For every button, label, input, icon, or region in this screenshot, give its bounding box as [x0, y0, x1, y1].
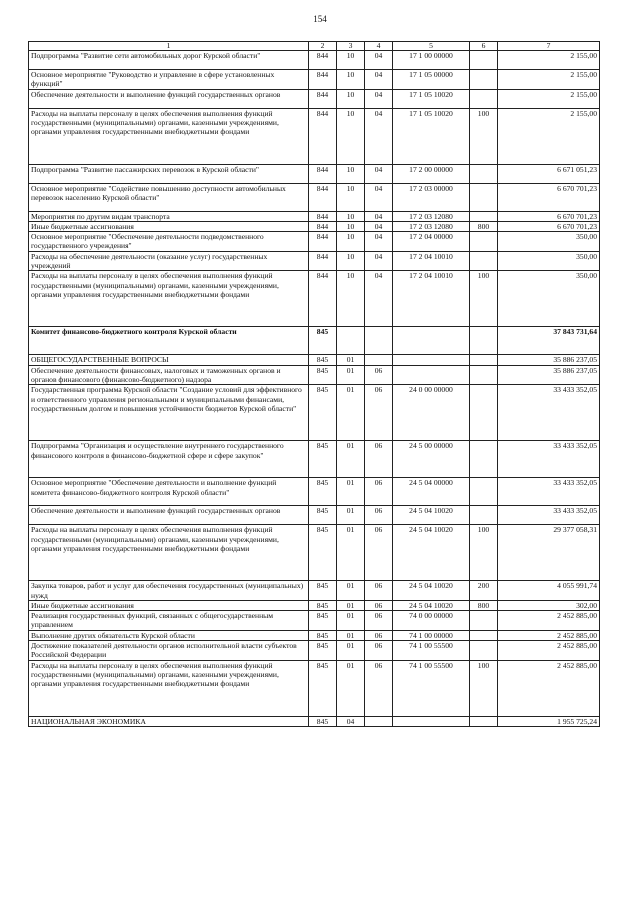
table-row — [29, 385, 600, 441]
row-vr-cell — [470, 385, 498, 441]
row-name-cell: Обеспечение деятельности и выполнение функций государственных органов — [29, 506, 309, 525]
row-rz-cell: 10 — [337, 251, 365, 271]
row-name-cell: Расходы на выплаты персоналу в целях обеспечения выполнения функций государственными (муниципальными) органами, казенными учреждениями, органами управления государственными внебюджетными фондами — [29, 525, 309, 581]
row-sum-cell: 2 155,00 — [498, 51, 600, 70]
row-name-cell: Основное мероприятие "Содействие повышению доступности автомобильных перевозок населению Курской области" — [29, 183, 309, 211]
table-row — [29, 327, 600, 355]
row-csr-cell: 17 1 05 10020 — [393, 108, 470, 164]
row-ved-cell: 844 — [309, 221, 337, 231]
row-pr-cell: 06 — [365, 525, 393, 581]
row-sum-cell: 350,00 — [498, 232, 600, 252]
row-sum-cell: 350,00 — [498, 251, 600, 271]
row-sum-cell: 2 452 885,00 — [498, 660, 600, 716]
row-rz-cell: 01 — [337, 441, 365, 478]
page-number: 154 — [313, 14, 327, 24]
row-ved-cell: 845 — [309, 478, 337, 506]
row-csr-cell: 17 2 04 00000 — [393, 232, 470, 252]
row-name-cell: Основное мероприятие "Руководство и управление в сфере установленных функций" — [29, 70, 309, 90]
table-row — [29, 600, 600, 610]
row-vr-cell: 100 — [470, 525, 498, 581]
row-ved-cell: 844 — [309, 211, 337, 221]
row-csr-cell: 74 1 00 55500 — [393, 641, 470, 661]
row-vr-cell — [470, 716, 498, 726]
table-row — [29, 506, 600, 525]
row-rz-cell: 10 — [337, 183, 365, 211]
table-row — [29, 355, 600, 365]
row-pr-cell: 06 — [365, 581, 393, 601]
table-row — [29, 478, 600, 506]
row-name-cell: Основное мероприятие "Обеспечение деятельности подведомственного государственного учреждения" — [29, 232, 309, 252]
row-ved-cell: 844 — [309, 164, 337, 183]
table-row — [29, 211, 600, 221]
row-pr-cell: 06 — [365, 441, 393, 478]
row-csr-cell: 24 5 04 10020 — [393, 600, 470, 610]
row-ved-cell: 845 — [309, 716, 337, 726]
row-sum-cell: 2 452 885,00 — [498, 641, 600, 661]
table-row — [29, 70, 600, 90]
row-rz-cell: 01 — [337, 630, 365, 640]
row-vr-cell — [470, 365, 498, 385]
row-rz-cell: 01 — [337, 581, 365, 601]
row-vr-cell — [470, 232, 498, 252]
row-sum-cell: 29 377 058,31 — [498, 525, 600, 581]
row-name-cell: Мероприятия по другим видам транспорта — [29, 211, 309, 221]
row-pr-cell: 06 — [365, 385, 393, 441]
table-row — [29, 630, 600, 640]
row-sum-cell: 2 155,00 — [498, 108, 600, 164]
row-name-cell: Реализация государственных функций, связанных с общегосударственным управлением — [29, 611, 309, 631]
row-pr-cell — [365, 716, 393, 726]
row-rz-cell: 10 — [337, 271, 365, 327]
row-vr-cell — [470, 183, 498, 211]
row-name-cell: Обеспечение деятельности и выполнение функций государственных органов — [29, 89, 309, 108]
row-name-cell: Подпрограмма "Развитие сети автомобильных дорог Курской области" — [29, 51, 309, 70]
row-vr-cell — [470, 355, 498, 365]
row-pr-cell: 06 — [365, 365, 393, 385]
row-sum-cell: 37 843 731,64 — [498, 327, 600, 355]
table-row — [29, 232, 600, 252]
row-name-cell: Государственная программа Курской области "Создание условий для эффективного и ответственного управления региональными и муниципальными финансами, государственным долгом и повышения устойчивости бюджетов Курской области" — [29, 385, 309, 441]
row-pr-cell: 04 — [365, 251, 393, 271]
row-rz-cell: 10 — [337, 221, 365, 231]
row-rz-cell: 01 — [337, 641, 365, 661]
table-row — [29, 183, 600, 211]
row-csr-cell: 24 5 04 00000 — [393, 478, 470, 506]
row-name-cell: Расходы на обеспечение деятельности (оказание услуг) государственных учреждений — [29, 251, 309, 271]
row-sum-cell: 4 055 991,74 — [498, 581, 600, 601]
budget-table — [28, 41, 600, 727]
row-pr-cell: 04 — [365, 89, 393, 108]
row-ved-cell: 845 — [309, 581, 337, 601]
row-sum-cell: 6 671 051,23 — [498, 164, 600, 183]
table-row — [29, 164, 600, 183]
row-rz-cell: 01 — [337, 355, 365, 365]
row-pr-cell — [365, 327, 393, 355]
row-ved-cell: 844 — [309, 271, 337, 327]
row-name-cell: Закупка товаров, работ и услуг для обеспечения государственных (муниципальных) нужд — [29, 581, 309, 601]
row-pr-cell: 04 — [365, 183, 393, 211]
row-csr-cell: 24 5 04 10020 — [393, 506, 470, 525]
row-vr-cell — [470, 478, 498, 506]
row-vr-cell: 800 — [470, 221, 498, 231]
row-name-cell: Обеспечение деятельности финансовых, налоговых и таможенных органов и органов финансового (финансово-бюджетного) надзора — [29, 365, 309, 385]
row-name-cell: Подпрограмма "Организация и осуществление внутреннего государственного финансового контроля в финансово-бюджетной сфере и сфере закупок" — [29, 441, 309, 478]
row-name-cell: Комитет финансово-бюджетного контроля Курской области — [29, 327, 309, 355]
row-csr-cell: 17 2 00 00000 — [393, 164, 470, 183]
row-csr-cell: 17 2 04 10010 — [393, 271, 470, 327]
row-ved-cell: 844 — [309, 251, 337, 271]
row-ved-cell: 844 — [309, 183, 337, 211]
row-rz-cell: 10 — [337, 108, 365, 164]
row-vr-cell — [470, 251, 498, 271]
row-rz-cell: 01 — [337, 478, 365, 506]
table-header-row — [29, 42, 600, 51]
row-vr-cell: 100 — [470, 108, 498, 164]
row-ved-cell: 844 — [309, 232, 337, 252]
row-vr-cell: 100 — [470, 271, 498, 327]
row-ved-cell: 845 — [309, 611, 337, 631]
row-csr-cell: 17 1 05 10020 — [393, 89, 470, 108]
row-pr-cell: 06 — [365, 630, 393, 640]
row-sum-cell: 6 670 701,23 — [498, 183, 600, 211]
row-sum-cell: 33 433 352,05 — [498, 441, 600, 478]
row-sum-cell: 350,00 — [498, 271, 600, 327]
row-rz-cell: 10 — [337, 89, 365, 108]
row-vr-cell — [470, 641, 498, 661]
row-sum-cell: 6 670 701,23 — [498, 211, 600, 221]
row-sum-cell: 1 955 725,24 — [498, 716, 600, 726]
row-vr-cell: 800 — [470, 600, 498, 610]
row-csr-cell: 24 5 00 00000 — [393, 441, 470, 478]
row-rz-cell: 10 — [337, 164, 365, 183]
row-sum-cell: 35 886 237,05 — [498, 355, 600, 365]
table-row — [29, 611, 600, 631]
row-pr-cell: 04 — [365, 164, 393, 183]
row-csr-cell: 17 1 00 00000 — [393, 51, 470, 70]
row-rz-cell: 01 — [337, 506, 365, 525]
row-rz-cell: 10 — [337, 51, 365, 70]
row-sum-cell: 35 886 237,05 — [498, 365, 600, 385]
row-csr-cell: 74 1 00 00000 — [393, 630, 470, 640]
row-name-cell: НАЦИОНАЛЬНАЯ ЭКОНОМИКА — [29, 716, 309, 726]
row-pr-cell — [365, 355, 393, 365]
row-rz-cell: 10 — [337, 232, 365, 252]
row-csr-cell: 24 0 00 00000 — [393, 385, 470, 441]
row-pr-cell: 04 — [365, 51, 393, 70]
row-ved-cell: 845 — [309, 641, 337, 661]
row-csr-cell: 17 2 04 10010 — [393, 251, 470, 271]
row-csr-cell: 74 0 00 00000 — [393, 611, 470, 631]
row-rz-cell — [337, 327, 365, 355]
row-sum-cell: 33 433 352,05 — [498, 478, 600, 506]
row-sum-cell: 6 670 701,23 — [498, 221, 600, 231]
row-rz-cell: 01 — [337, 365, 365, 385]
row-name-cell: Подпрограмма "Развитие пассажирских перевозок в Курской области" — [29, 164, 309, 183]
row-csr-cell: 74 1 00 55500 — [393, 660, 470, 716]
row-csr-cell: 17 2 03 12080 — [393, 211, 470, 221]
row-vr-cell — [470, 506, 498, 525]
header-cell: 1 — [29, 42, 309, 51]
row-name-cell: Достижение показателей деятельности органов исполнительной власти субъектов Российской Федерации — [29, 641, 309, 661]
row-vr-cell — [470, 164, 498, 183]
table-row — [29, 365, 600, 385]
row-pr-cell: 04 — [365, 221, 393, 231]
header-cell: 4 — [365, 42, 393, 51]
row-csr-cell: 17 2 03 12080 — [393, 221, 470, 231]
row-pr-cell: 06 — [365, 600, 393, 610]
row-rz-cell: 04 — [337, 716, 365, 726]
row-sum-cell: 2 155,00 — [498, 70, 600, 90]
row-pr-cell: 04 — [365, 108, 393, 164]
table-row — [29, 271, 600, 327]
row-csr-cell — [393, 716, 470, 726]
row-ved-cell: 845 — [309, 600, 337, 610]
row-sum-cell: 33 433 352,05 — [498, 385, 600, 441]
row-vr-cell — [470, 70, 498, 90]
table-row — [29, 89, 600, 108]
row-ved-cell: 845 — [309, 385, 337, 441]
row-ved-cell: 844 — [309, 89, 337, 108]
row-pr-cell: 04 — [365, 271, 393, 327]
row-ved-cell: 845 — [309, 525, 337, 581]
row-pr-cell: 04 — [365, 70, 393, 90]
row-pr-cell: 06 — [365, 660, 393, 716]
row-vr-cell — [470, 51, 498, 70]
row-csr-cell: 17 2 03 00000 — [393, 183, 470, 211]
row-ved-cell: 845 — [309, 327, 337, 355]
row-pr-cell: 06 — [365, 478, 393, 506]
row-pr-cell: 06 — [365, 506, 393, 525]
row-ved-cell: 845 — [309, 630, 337, 640]
row-rz-cell: 01 — [337, 660, 365, 716]
row-sum-cell: 2 452 885,00 — [498, 630, 600, 640]
row-ved-cell: 845 — [309, 506, 337, 525]
row-vr-cell — [470, 327, 498, 355]
row-ved-cell: 844 — [309, 70, 337, 90]
row-pr-cell: 06 — [365, 641, 393, 661]
row-sum-cell: 2 452 885,00 — [498, 611, 600, 631]
table-row — [29, 51, 600, 70]
row-pr-cell: 06 — [365, 611, 393, 631]
table-row — [29, 581, 600, 601]
header-cell: 6 — [470, 42, 498, 51]
row-rz-cell: 10 — [337, 211, 365, 221]
table-row — [29, 525, 600, 581]
row-rz-cell: 01 — [337, 525, 365, 581]
table-row — [29, 221, 600, 231]
header-cell: 3 — [337, 42, 365, 51]
row-csr-cell — [393, 327, 470, 355]
row-name-cell: Расходы на выплаты персоналу в целях обеспечения выполнения функций государственными (муниципальными) органами, казенными учреждениями, органами управления государственными внебюджетными фондами — [29, 108, 309, 164]
row-vr-cell — [470, 89, 498, 108]
row-pr-cell: 04 — [365, 211, 393, 221]
row-csr-cell: 17 1 05 00000 — [393, 70, 470, 90]
row-rz-cell: 01 — [337, 385, 365, 441]
header-cell: 2 — [309, 42, 337, 51]
row-sum-cell: 302,00 — [498, 600, 600, 610]
row-name-cell: Расходы на выплаты персоналу в целях обеспечения выполнения функций государственными (муниципальными) органами, казенными учреждениями, органами управления государственными внебюджетными фондами — [29, 660, 309, 716]
row-vr-cell — [470, 611, 498, 631]
row-csr-cell: 24 5 04 10020 — [393, 581, 470, 601]
table-row — [29, 251, 600, 271]
row-sum-cell: 33 433 352,05 — [498, 506, 600, 525]
row-vr-cell — [470, 441, 498, 478]
row-name-cell: Иные бюджетные ассигнования — [29, 221, 309, 231]
table-row — [29, 716, 600, 726]
row-rz-cell: 01 — [337, 600, 365, 610]
table-row — [29, 641, 600, 661]
row-csr-cell — [393, 355, 470, 365]
row-rz-cell: 10 — [337, 70, 365, 90]
row-name-cell: Расходы на выплаты персоналу в целях обеспечения выполнения функций государственными (муниципальными) органами, казенными учреждениями, органами управления государственными внебюджетными фондами — [29, 271, 309, 327]
header-cell: 5 — [393, 42, 470, 51]
row-csr-cell: 24 5 04 10020 — [393, 525, 470, 581]
row-name-cell: Иные бюджетные ассигнования — [29, 600, 309, 610]
row-name-cell: Основное мероприятие "Обеспечение деятельности и выполнение функций комитета финансово-бюджетного контроля Курской области" — [29, 478, 309, 506]
row-csr-cell — [393, 365, 470, 385]
table-row — [29, 660, 600, 716]
table-row — [29, 108, 600, 164]
row-rz-cell: 01 — [337, 611, 365, 631]
row-name-cell: ОБЩЕГОСУДАРСТВЕННЫЕ ВОПРОСЫ — [29, 355, 309, 365]
row-vr-cell: 200 — [470, 581, 498, 601]
row-ved-cell: 844 — [309, 108, 337, 164]
row-name-cell: Выполнение других обязательств Курской области — [29, 630, 309, 640]
row-pr-cell: 04 — [365, 232, 393, 252]
row-vr-cell — [470, 211, 498, 221]
table-row — [29, 441, 600, 478]
row-ved-cell: 844 — [309, 51, 337, 70]
row-ved-cell: 845 — [309, 355, 337, 365]
row-vr-cell — [470, 630, 498, 640]
row-sum-cell: 2 155,00 — [498, 89, 600, 108]
row-ved-cell: 845 — [309, 660, 337, 716]
row-ved-cell: 845 — [309, 365, 337, 385]
row-vr-cell: 100 — [470, 660, 498, 716]
row-ved-cell: 845 — [309, 441, 337, 478]
header-cell: 7 — [498, 42, 600, 51]
